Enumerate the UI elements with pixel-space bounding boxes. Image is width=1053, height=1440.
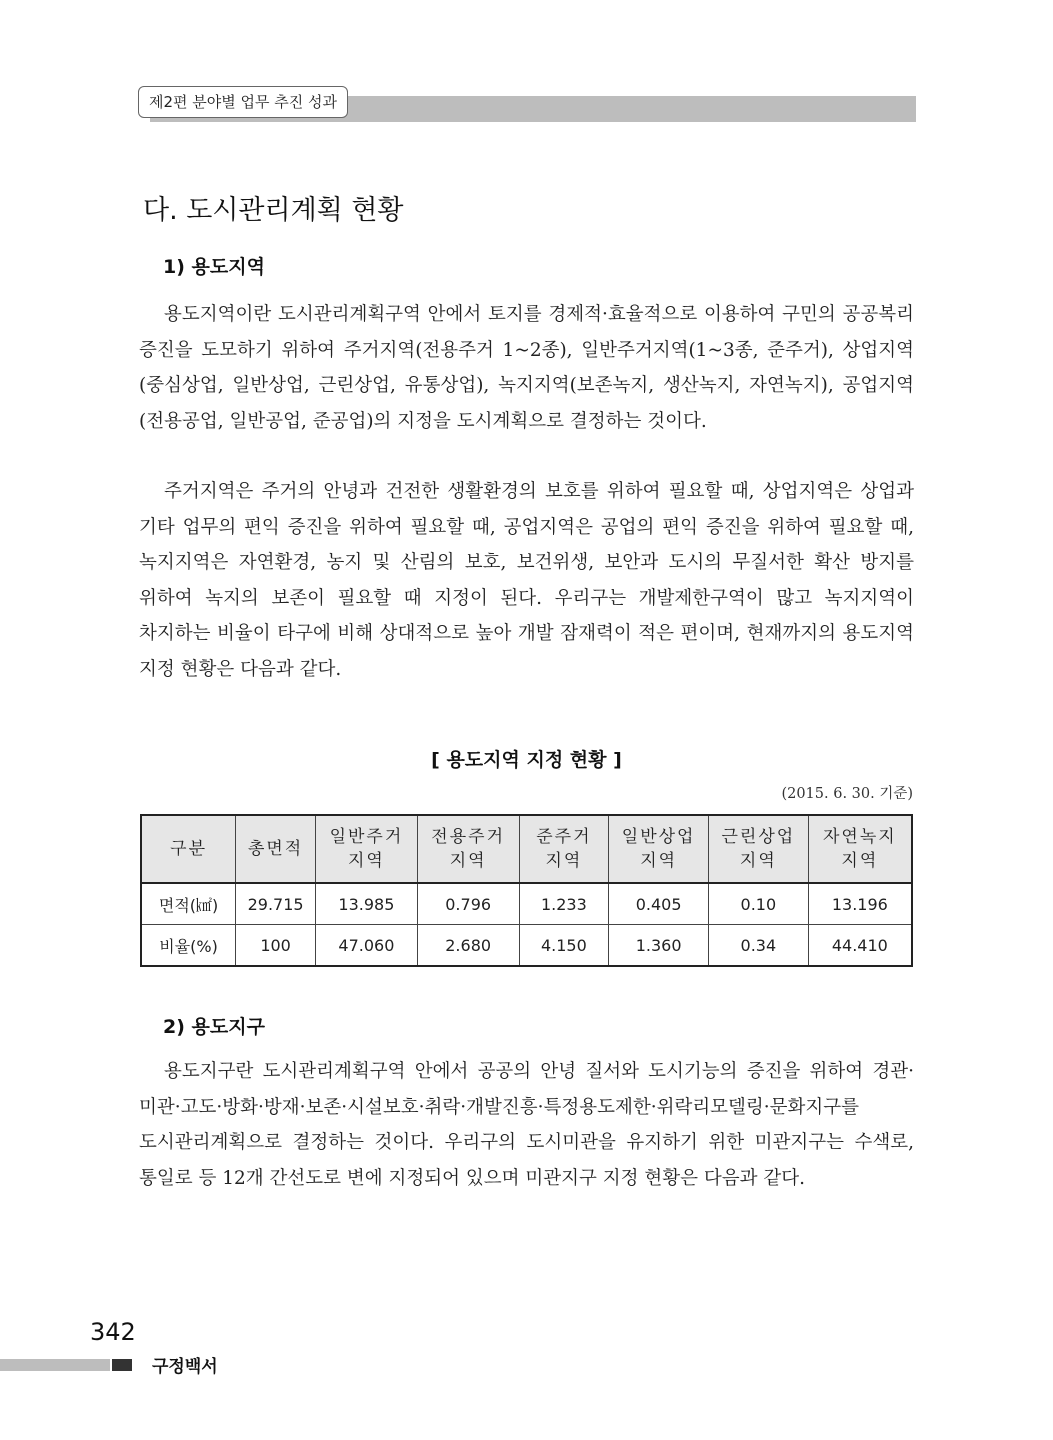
table-cell: 44.410 xyxy=(808,925,912,967)
table-cell: 0.10 xyxy=(709,883,809,925)
table-cell: 13.985 xyxy=(316,883,418,925)
table-header-row xyxy=(141,815,912,883)
footer-book-title: 구정백서 xyxy=(152,1357,218,1377)
table-row-ratio xyxy=(141,925,912,967)
header-category: 구분 xyxy=(141,815,236,883)
page-number: 342 xyxy=(90,1318,136,1346)
paragraph-zoning-purpose: 주거지역은 주거의 안녕과 건전한 생활환경의 보호를 위하여 필요할 때, 상업지역은 상업과 기타 업무의 편익 증진을 위하여 필요할 때, 공업지역은 공업의 편익 증진을 위하여 필요할 때, 녹지지역은 자연환경, 농지 및 산림의 보호, 보건위생, 보안과 도시의 무질서한 확산 방지를 위하여 녹지의 보존이 필요할 때 지정이 된다. 우리구는 개발제한구역이 많고 녹지지역이 차지하는 비율이 타구에 비해 상대적으로 높아 개발 잠재력이 적은 편이며, 현재까지의 용도지역 지정 현황은 다음과 같다. xyxy=(139,481,914,680)
header-general-residential: 일반주거 지역 xyxy=(316,815,418,883)
zoning-table xyxy=(140,814,913,967)
subsection-title-zoning-area: 1) 용도지역 xyxy=(163,256,265,278)
table-cell: 4.150 xyxy=(519,925,609,967)
table-cell: 1.233 xyxy=(519,883,609,925)
table-cell: 0.34 xyxy=(709,925,809,967)
chapter-label: 제2편 분야별 업무 추진 성과 xyxy=(138,86,348,118)
footer-square-icon xyxy=(112,1359,132,1371)
header-general-commercial: 일반상업 지역 xyxy=(609,815,709,883)
paragraph-zoning-definition: 용도지역이란 도시관리계획구역 안에서 토지를 경제적·효율적으로 이용하여 구민의 공공복리 증진을 도모하기 위하여 주거지역(전용주거 1~2종), 일반주거지역(1~3종, 준주거), 상업지역(중심상업, 일반상업, 근린상업, 유통상업), 녹지지역(보존녹지, 생산녹지, 자연녹지), 공업지역(전용공업, 일반공업, 준공업)의 지정을 도시계획으로 결정하는 것이다. xyxy=(139,304,914,432)
header-natural-green: 자연녹지 지역 xyxy=(808,815,912,883)
header-semi-residential: 준주거 지역 xyxy=(519,815,609,883)
subsection-title-zoning-district: 2) 용도지구 xyxy=(163,1016,265,1038)
row-label: 면적(㎢) xyxy=(141,883,236,925)
header-total-area: 총면적 xyxy=(236,815,316,883)
section-title: 다. 도시관리계획 현황 xyxy=(143,195,404,226)
footer-bar xyxy=(0,1359,110,1371)
table-caption: [ 용도지역 지정 현황 ] xyxy=(431,749,622,771)
header-neighborhood-commercial: 근린상업 지역 xyxy=(709,815,809,883)
table-cell: 0.405 xyxy=(609,883,709,925)
table-cell: 13.196 xyxy=(808,883,912,925)
table-cell: 100 xyxy=(236,925,316,967)
table-row-area xyxy=(141,883,912,925)
paragraph-district-definition: 용도지구란 도시관리계획구역 안에서 공공의 안녕 질서와 도시기능의 증진을 위하여 경관·미관·고도·방화·방재·보존·시설보호·취락·개발진흥·특정용도제한·위락리모델링·문화지구를 도시관리계획으로 결정하는 것이다. 우리구의 도시미관을 유지하기 위한 미관지구는 수색로, 통일로 등 12개 간선도로 변에 지정되어 있으며 미관지구 지정 현황은 다음과 같다. xyxy=(139,1061,914,1189)
table-cell: 1.360 xyxy=(609,925,709,967)
header-exclusive-residential: 전용주거 지역 xyxy=(417,815,519,883)
table-date-note: (2015. 6. 30. 기준) xyxy=(781,786,913,802)
table-cell: 0.796 xyxy=(417,883,519,925)
row-label: 비율(%) xyxy=(141,925,236,967)
table-cell: 29.715 xyxy=(236,883,316,925)
table-cell: 2.680 xyxy=(417,925,519,967)
table-cell: 47.060 xyxy=(316,925,418,967)
